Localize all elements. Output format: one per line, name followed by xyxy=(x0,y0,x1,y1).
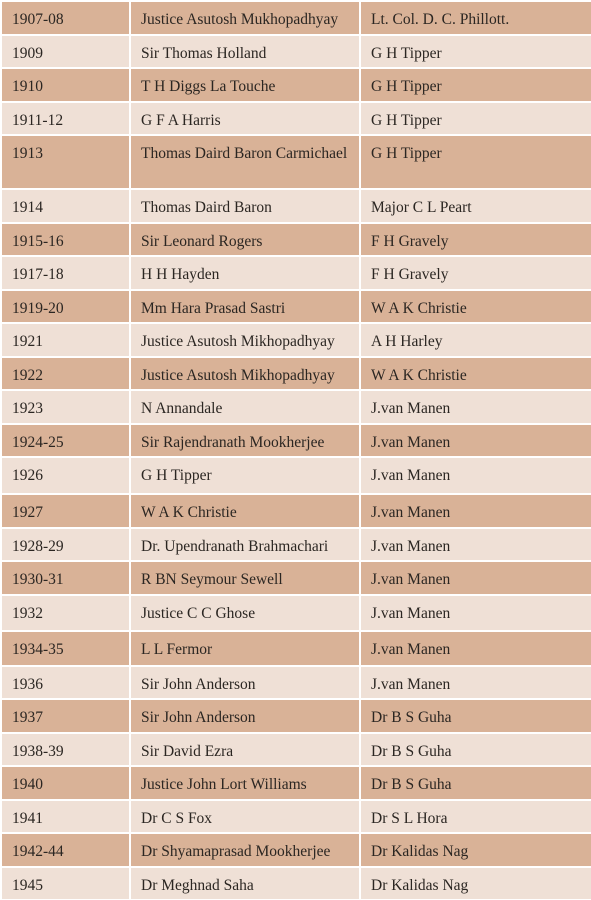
table-row xyxy=(1,833,591,867)
secretary-cell: Dr Kalidas Nag xyxy=(360,867,591,900)
secretary-cell: Dr B S Guha xyxy=(360,733,591,766)
president-cell: Sir Thomas Holland xyxy=(130,35,360,68)
year-cell: 1928-29 xyxy=(1,528,130,561)
table-row xyxy=(1,390,591,424)
secretary-cell: J.van Manen xyxy=(360,666,591,699)
year-cell: 1907-08 xyxy=(1,1,130,35)
year-cell: 1911-12 xyxy=(1,102,130,135)
president-cell: Thomas Daird Baron Carmichael xyxy=(130,135,360,189)
president-cell: Sir David Ezra xyxy=(130,733,360,766)
table-row xyxy=(1,357,591,390)
president-cell: W A K Christie xyxy=(130,494,360,528)
secretary-cell: J.van Manen xyxy=(360,595,591,631)
table-row xyxy=(1,699,591,733)
secretary-cell: J.van Manen xyxy=(360,457,591,494)
secretary-cell: J.van Manen xyxy=(360,424,591,457)
president-cell: Sir Rajendranath Mookherjee xyxy=(130,424,360,457)
secretary-cell: J.van Manen xyxy=(360,390,591,424)
year-cell: 1909 xyxy=(1,35,130,68)
secretary-cell: Dr B S Guha xyxy=(360,699,591,733)
president-cell: Justice C C Ghose xyxy=(130,595,360,631)
secretary-cell: Dr Kalidas Nag xyxy=(360,833,591,867)
president-cell: N Annandale xyxy=(130,390,360,424)
secretary-cell: J.van Manen xyxy=(360,494,591,528)
secretary-cell: Dr S L Hora xyxy=(360,800,591,833)
secretary-cell: Major C L Peart xyxy=(360,189,591,223)
year-cell: 1923 xyxy=(1,390,130,424)
table-row xyxy=(1,494,591,528)
table-row xyxy=(1,189,591,223)
year-cell: 1914 xyxy=(1,189,130,223)
secretary-cell: W A K Christie xyxy=(360,357,591,390)
secretary-cell: J.van Manen xyxy=(360,631,591,666)
president-cell: H H Hayden xyxy=(130,256,360,290)
table-row xyxy=(1,223,591,256)
president-cell: Sir John Anderson xyxy=(130,666,360,699)
year-cell: 1942-44 xyxy=(1,833,130,867)
president-cell: Sir John Anderson xyxy=(130,699,360,733)
table-row xyxy=(1,528,591,561)
secretary-cell: A H Harley xyxy=(360,323,591,357)
year-cell: 1922 xyxy=(1,357,130,390)
table-row xyxy=(1,1,591,35)
year-cell: 1924-25 xyxy=(1,424,130,457)
year-cell: 1919-20 xyxy=(1,290,130,323)
secretary-cell: J.van Manen xyxy=(360,561,591,595)
secretary-cell: W A K Christie xyxy=(360,290,591,323)
table-row xyxy=(1,68,591,102)
year-cell: 1910 xyxy=(1,68,130,102)
president-cell: G H Tipper xyxy=(130,457,360,494)
president-cell: Justice Asutosh Mikhopadhyay xyxy=(130,323,360,357)
year-cell: 1941 xyxy=(1,800,130,833)
year-cell: 1932 xyxy=(1,595,130,631)
year-cell: 1915-16 xyxy=(1,223,130,256)
table-row xyxy=(1,666,591,699)
table-row xyxy=(1,631,591,666)
president-cell: T H Diggs La Touche xyxy=(130,68,360,102)
president-cell: Sir Leonard Rogers xyxy=(130,223,360,256)
president-cell: Mm Hara Prasad Sastri xyxy=(130,290,360,323)
year-cell: 1936 xyxy=(1,666,130,699)
year-cell: 1913 xyxy=(1,135,130,189)
table-row xyxy=(1,135,591,189)
table-row xyxy=(1,35,591,68)
table-row xyxy=(1,102,591,135)
table-row xyxy=(1,424,591,457)
secretary-cell: J.van Manen xyxy=(360,528,591,561)
president-cell: Dr. Upendranath Brahmachari xyxy=(130,528,360,561)
year-cell: 1926 xyxy=(1,457,130,494)
table-row xyxy=(1,595,591,631)
secretary-cell: G H Tipper xyxy=(360,135,591,189)
table-row xyxy=(1,800,591,833)
president-cell: R BN Seymour Sewell xyxy=(130,561,360,595)
year-cell: 1938-39 xyxy=(1,733,130,766)
secretary-cell: G H Tipper xyxy=(360,35,591,68)
president-cell: G F A Harris xyxy=(130,102,360,135)
president-cell: Justice Asutosh Mikhopadhyay xyxy=(130,357,360,390)
table-row xyxy=(1,457,591,494)
year-cell: 1927 xyxy=(1,494,130,528)
president-cell: Dr Meghnad Saha xyxy=(130,867,360,900)
president-cell: Dr C S Fox xyxy=(130,800,360,833)
table-row xyxy=(1,733,591,766)
year-cell: 1930-31 xyxy=(1,561,130,595)
table-row xyxy=(1,867,591,900)
year-cell: 1937 xyxy=(1,699,130,733)
secretary-cell: G H Tipper xyxy=(360,68,591,102)
year-cell: 1934-35 xyxy=(1,631,130,666)
table-row xyxy=(1,323,591,357)
table-row xyxy=(1,256,591,290)
secretary-cell: Lt. Col. D. C. Phillott. xyxy=(360,1,591,35)
year-cell: 1940 xyxy=(1,766,130,800)
secretary-cell: Dr B S Guha xyxy=(360,766,591,800)
president-cell: L L Fermor xyxy=(130,631,360,666)
president-cell: Thomas Daird Baron xyxy=(130,189,360,223)
year-cell: 1917-18 xyxy=(1,256,130,290)
table-row xyxy=(1,561,591,595)
secretary-cell: F H Gravely xyxy=(360,223,591,256)
secretary-cell: G H Tipper xyxy=(360,102,591,135)
table-row xyxy=(1,290,591,323)
president-cell: Dr Shyamaprasad Mookherjee xyxy=(130,833,360,867)
secretary-cell: F H Gravely xyxy=(360,256,591,290)
year-cell: 1945 xyxy=(1,867,130,900)
president-cell: Justice John Lort Williams xyxy=(130,766,360,800)
year-cell: 1921 xyxy=(1,323,130,357)
table-body xyxy=(1,1,591,900)
president-cell: Justice Asutosh Mukhopadhyay xyxy=(130,1,360,35)
table-row xyxy=(1,766,591,800)
